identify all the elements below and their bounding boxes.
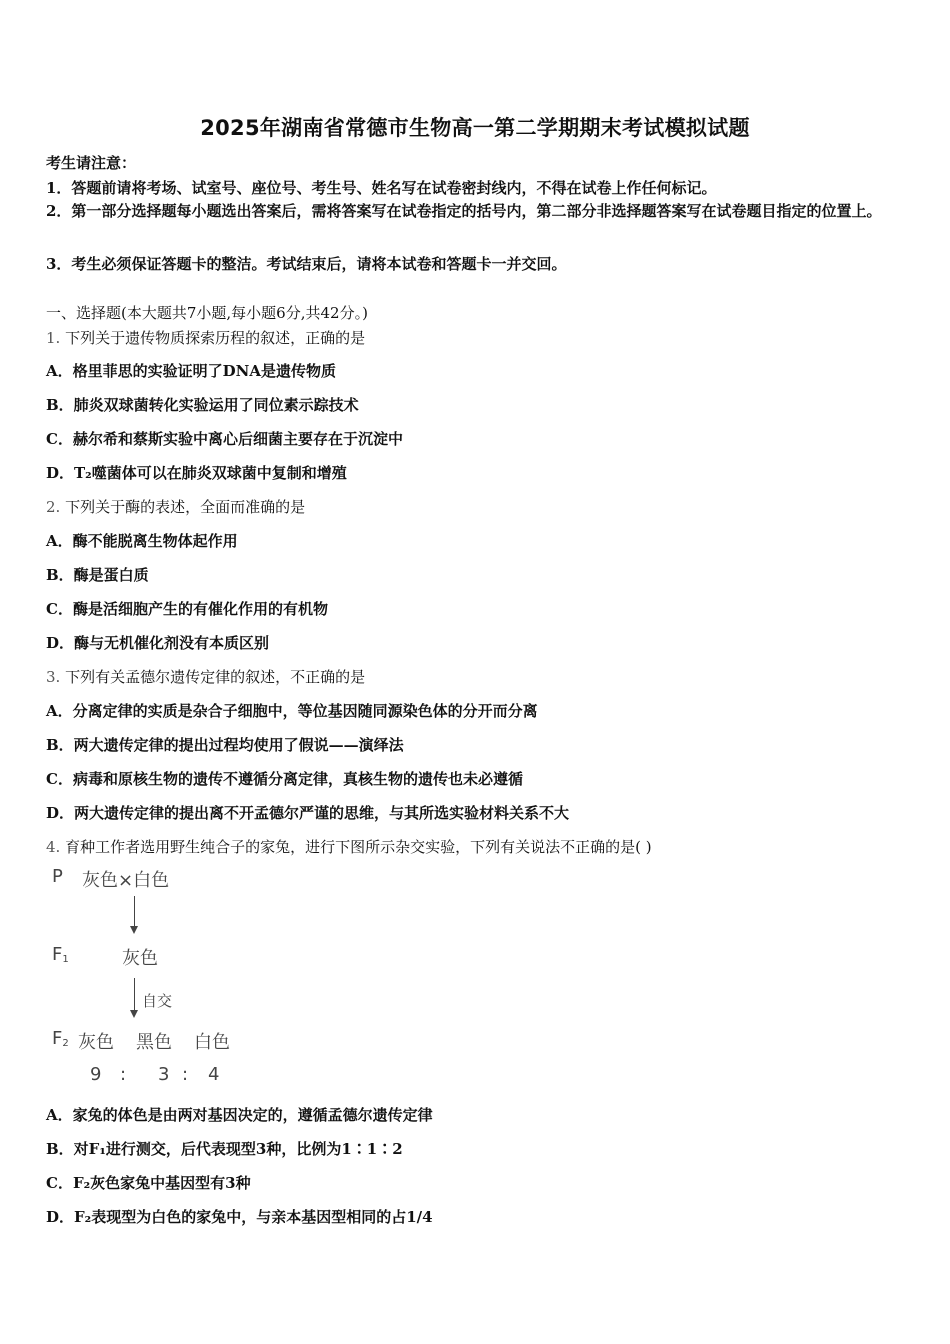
- p-cross-text: 灰色×白色: [82, 870, 170, 891]
- notice-heading: 考生请注意：: [46, 154, 137, 172]
- q4-option-b: B．对F₁进行测交，后代表现型3种，比例为1∶1∶2: [46, 1140, 403, 1158]
- f1-phenotype: 灰色: [122, 948, 158, 969]
- selfing-label: 自交: [142, 992, 173, 1010]
- q3-option-d: D．两大遗传定律的提出离不开孟德尔严谨的思维，与其所选实验材料关系不大: [46, 804, 570, 822]
- q1-option-b: B．肺炎双球菌转化实验运用了同位素示踪技术: [46, 396, 359, 414]
- f1-subscript: 1: [62, 954, 69, 965]
- question-text: 下列关于酶的表述，全面而准确的是: [65, 498, 306, 516]
- question-text: 育种工作者选用野生纯合子的家兔，进行下图所示杂交实验，下列有关说法不正确的是( ): [65, 838, 652, 856]
- q2-option-c: C．酶是活细胞产生的有催化作用的有机物: [46, 600, 328, 618]
- ratio-separator: :: [120, 1064, 127, 1085]
- ratio-separator: :: [182, 1064, 189, 1085]
- q3-option-b: B．两大遗传定律的提出过程均使用了假说——演绎法: [46, 736, 404, 754]
- page-title: 2025年湖南省常德市生物高一第二学期期末考试模拟试题: [200, 116, 750, 140]
- q4-option-d: D．F₂表现型为白色的家兔中，与亲本基因型相同的占1/4: [46, 1208, 433, 1226]
- section-heading: 一、选择题(本大题共7小题,每小题6分,共42分。): [46, 304, 368, 322]
- f2-phenotype-gray: 灰色: [78, 1032, 114, 1053]
- q2-option-b: B．酶是蛋白质: [46, 566, 149, 584]
- notice-item-2: 2．第一部分选择题每小题选出答案后，需将答案写在试卷指定的括号内，第二部分非选择题答案写在试卷题目指定的位置上。: [46, 202, 882, 220]
- question-3-stem: [46, 666, 365, 687]
- ratio-white: 4: [208, 1064, 220, 1085]
- q3-option-a: A．分离定律的实质是杂合子细胞中，等位基因随同源染色体的分开而分离: [46, 702, 538, 720]
- q1-option-a: A．格里菲思的实验证明了DNA是遗传物质: [46, 362, 336, 380]
- cross-diagram: [46, 860, 286, 1090]
- q4-option-c: C．F₂灰色家兔中基因型有3种: [46, 1174, 251, 1192]
- question-number: 1.: [46, 329, 61, 347]
- arrow-line: [134, 896, 135, 928]
- arrow-down-icon: [130, 1010, 138, 1018]
- f2-phenotype-white: 白色: [194, 1032, 230, 1053]
- question-number: 3.: [46, 668, 61, 686]
- q3-option-c: C．病毒和原核生物的遗传不遵循分离定律，真核生物的遗传也未必遵循: [46, 770, 523, 788]
- f2-letter: F: [52, 1028, 63, 1049]
- p-generation-label: P: [52, 866, 63, 887]
- q1-option-d: D．T₂噬菌体可以在肺炎双球菌中复制和增殖: [46, 464, 347, 482]
- question-number: 2.: [46, 498, 61, 516]
- question-number: 4.: [46, 838, 61, 856]
- question-text: 下列有关孟德尔遗传定律的叙述，不正确的是: [65, 668, 366, 686]
- q1-option-c: C．赫尔希和蔡斯实验中离心后细菌主要存在于沉淀中: [46, 430, 403, 448]
- notice-item-3: 3．考生必须保证答题卡的整洁。考试结束后，请将本试卷和答题卡一并交回。: [46, 255, 567, 273]
- question-2-stem: [46, 496, 305, 517]
- question-4-stem: [46, 836, 652, 857]
- notice-item-1: 1．答题前请将考场、试室号、座位号、考生号、姓名写在试卷密封线内，不得在试卷上作任何标记。: [46, 179, 717, 197]
- q2-option-a: A．酶不能脱离生物体起作用: [46, 532, 238, 550]
- question-text: 下列关于遗传物质探索历程的叙述，正确的是: [65, 329, 366, 347]
- f2-phenotype-black: 黑色: [136, 1032, 172, 1053]
- question-1-stem: [46, 327, 365, 348]
- f1-generation-label: [52, 944, 69, 965]
- ratio-black: 3: [158, 1064, 170, 1085]
- f1-letter: F: [52, 944, 63, 965]
- f2-generation-label: [52, 1028, 69, 1049]
- arrow-line: [134, 978, 135, 1012]
- q2-option-d: D．酶与无机催化剂没有本质区别: [46, 634, 270, 652]
- ratio-gray: 9: [90, 1064, 102, 1085]
- arrow-down-icon: [130, 926, 138, 934]
- f2-subscript: 2: [62, 1038, 69, 1049]
- q4-option-a: A．家兔的体色是由两对基因决定的，遵循孟德尔遗传定律: [46, 1106, 433, 1124]
